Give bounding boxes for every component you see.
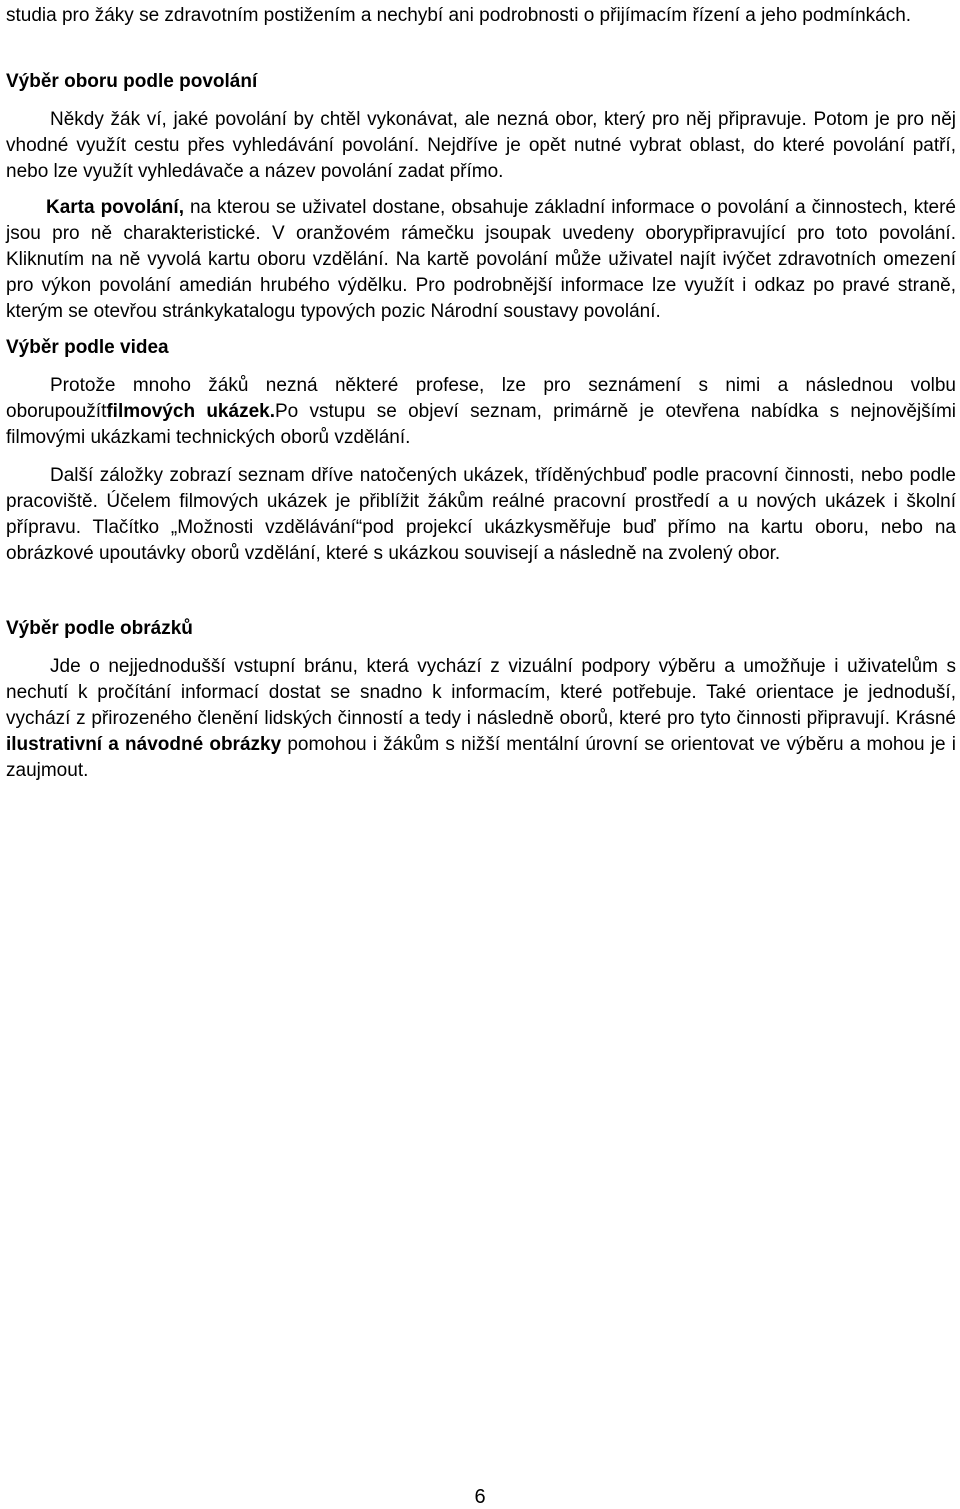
page-number: 6 xyxy=(474,1486,486,1508)
paragraph-povolani-1: Někdy žák ví, jaké povolání by chtěl vykonávat, ale nezná obor, který pro něj připravuje. Potom je pro něj vhodné využít cestu přes vyhledávání povolání. Nejdříve je opět nutné vybrat oblast, do které povolání patří, nebo lze využít vyhledávače a název povolání zadat přímo. xyxy=(6,109,956,182)
videa-text-a: Protože mnoho žáků nezná některé profese, lze pro seznámení s nimi a následnou volbu oborupoužít xyxy=(6,375,956,422)
videa-text-b: Po vstupu se objeví seznam, primárně je otevřena nabídka s nejnovějšími filmovými ukázkami technických oborů vzdělání. xyxy=(6,401,956,448)
obrazky-text-b: pomohou i žákům s nižší mentální úrovní se orientovat ve výběru a mohou je i zaujmout. xyxy=(6,734,956,781)
karta-povolani-text: na kterou se uživatel dostane, obsahuje základní informace o povolání a činnostech, které jsou pro ně charakteristické. V oranžovém rámečku jsoupak uvedeny oborypřipravující pro toto povolání. Kliknutím na ně vyvolá kartu oboru vzdělání. Na kartě povolání může uživatel najít ivýčet zdravotních omezení pro výkon povolání amedián hrubého výdělku. Pro podrobnější informace lze využít i odkaz po pravé straně, kterým se otevřou stránkykatalogu typových pozic Národní soustavy povolání. xyxy=(6,197,956,322)
paragraph-videa-2: Další záložky zobrazí seznam dříve natočených ukázek, tříděnýchbuď podle pracovní činnosti, nebo podle pracoviště. Účelem filmových ukázek je přiblížit žákům reálné pracovní prostředí a u nových ukázek i školní přípravu. Tlačítko „Možnosti vzdělávání“pod projekcí ukázkysměřuje buď přímo na kartu oboru, nebo na obrázkové upoutávky oborů vzdělání, které s ukázkou souvisejí a následně na zvolený obor. xyxy=(6,465,956,564)
paragraph-videa-1 xyxy=(6,373,956,451)
karta-povolani-bold: Karta povolání, xyxy=(46,197,184,218)
paragraph-karta-povolani xyxy=(6,195,956,325)
document-page xyxy=(6,3,956,784)
paragraph-obrazky-1 xyxy=(6,654,956,784)
obrazky-text-a: Jde o nejjednodušší vstupní bránu, která vychází z vizuální podpory výběru a umožňuje i uživatelům s nechutí k pročítání informací dostat se snadno k informacím, které potřebuje. Také orientace je jednoduší, vychází z přirozeného členění lidských činností a tedy i následně oborů, které pro tyto činnosti připravují. Krásné xyxy=(6,656,956,729)
filmove-ukazky-bold: filmových ukázek. xyxy=(106,401,275,422)
heading-obrazky: Výběr podle obrázků xyxy=(6,618,193,639)
ilustrativni-obrazky-bold: ilustrativní a návodné obrázky xyxy=(6,734,282,755)
heading-videa: Výběr podle videa xyxy=(6,337,169,358)
intro-continuation: studia pro žáky se zdravotním postižením a nechybí ani podrobnosti o přijímacím řízení a jeho podmínkách. xyxy=(6,5,912,26)
heading-povolani: Výběr oboru podle povolání xyxy=(6,71,258,92)
